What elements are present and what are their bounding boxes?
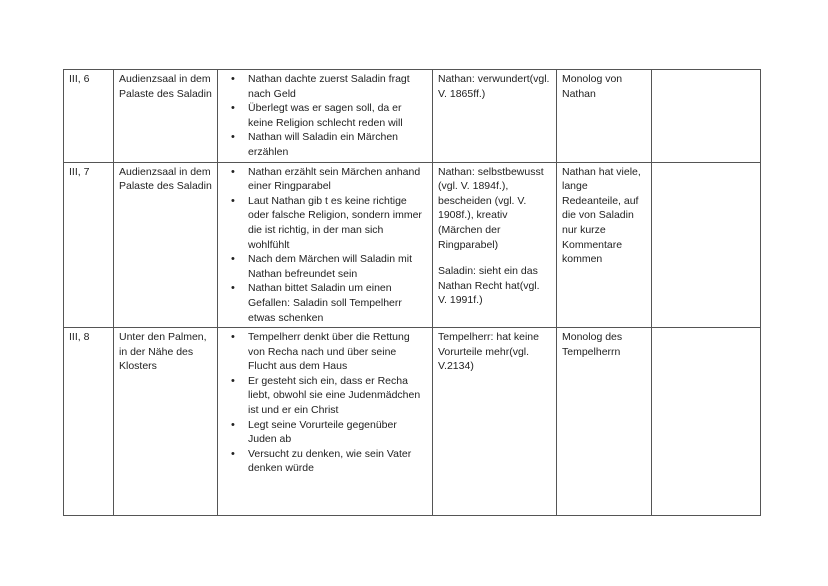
form-cell: Monolog des Tempelherrn [557, 328, 652, 516]
notes-cell [652, 70, 761, 163]
scene-cell: III, 7 [64, 162, 114, 328]
scene-cell: III, 8 [64, 328, 114, 516]
event-item: • Nathan will Saladin ein Märchen erzählen [248, 130, 427, 159]
form-cell: Nathan hat viele, lange Redeanteile, auf die von Saladin nur kurze Kommentare kommen [557, 162, 652, 328]
event-list [223, 330, 427, 476]
event-item: • Nathan bittet Saladin um einen Gefallen: Saladin soll Tempelherr etwas schenken [248, 281, 427, 325]
event-item: • Überlegt was er sagen soll, da er keine Religion schlecht reden will [248, 101, 427, 130]
event-list [223, 165, 427, 326]
event-item: • Nach dem Märchen will Saladin mit Nathan befreundet sein [248, 252, 427, 281]
notes-cell [652, 328, 761, 516]
event-list [223, 72, 427, 160]
character-note: Saladin: sieht ein das Nathan Recht hat(vgl. V. 1991f.) [438, 265, 540, 307]
event-item: • Legt seine Vorurteile gegenüber Juden ab [248, 418, 427, 447]
events-cell [218, 328, 433, 516]
place-cell: Unter den Palmen, in der Nähe des Klosters [114, 328, 218, 516]
events-cell [218, 162, 433, 328]
table-row [64, 70, 761, 163]
event-item: • Er gesteht sich ein, dass er Recha liebt, obwohl sie eine Judenmädchen ist und er ein Christ [248, 374, 427, 418]
character-note: Nathan: selbstbewusst (vgl. V. 1894f.), bescheiden (vgl. V. 1908f.), kreativ (Märchen der Ringparabel) [438, 165, 544, 251]
event-item: • Tempelherr denkt über die Rettung von Recha nach und über seine Flucht aus dem Haus [248, 330, 427, 374]
event-item: • Laut Nathan gib t es keine richtige oder falsche Religion, sondern immer die ist richtig, in der man sich wohlfühlt [248, 194, 427, 252]
notes-cell [652, 162, 761, 328]
place-cell: Audienzsaal in dem Palaste des Saladin [114, 162, 218, 328]
event-item: • Nathan dachte zuerst Saladin fragt nach Geld [248, 72, 427, 101]
character-note: Nathan: verwundert(vgl. V. 1865ff.) [438, 73, 550, 100]
scene-analysis-table [63, 69, 761, 516]
event-item: • Versucht zu denken, wie sein Vater denken würde [248, 447, 427, 476]
place-cell: Audienzsaal in dem Palaste des Saladin [114, 70, 218, 163]
event-item: • Nathan erzählt sein Märchen anhand einer Ringparabel [248, 165, 427, 194]
character-note: Tempelherr: hat keine Vorurteile mehr(vgl. V.2134) [438, 331, 539, 373]
characters-cell [433, 70, 557, 163]
scene-cell: III, 6 [64, 70, 114, 163]
table-row [64, 328, 761, 516]
table-row [64, 162, 761, 328]
spacer [438, 252, 551, 264]
events-cell [218, 70, 433, 163]
characters-cell [433, 162, 557, 328]
form-cell: Monolog von Nathan [557, 70, 652, 163]
characters-cell [433, 328, 557, 516]
